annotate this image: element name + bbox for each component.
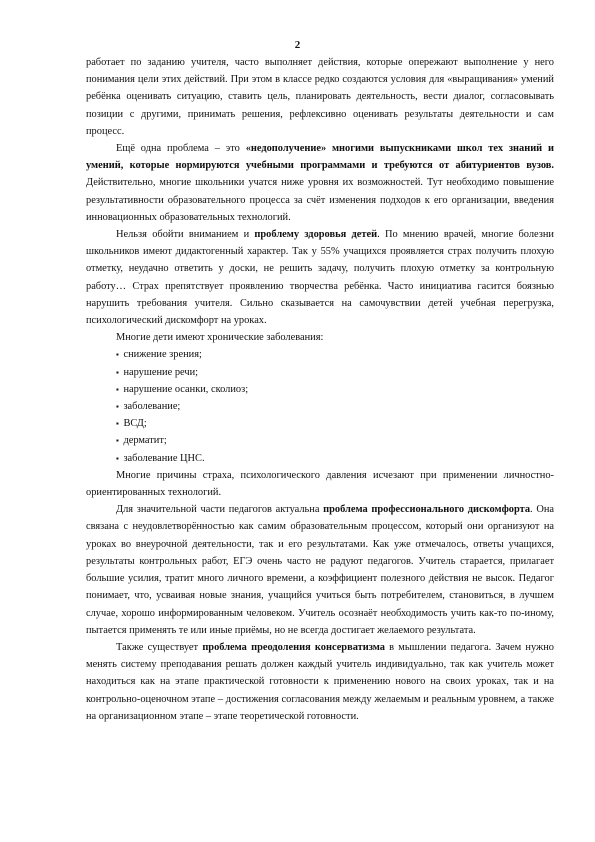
paragraph-3-intro: Нельзя обойти вниманием и [116,229,255,241]
paragraph-6-intro: Для значительной части педагогов актуальна [116,504,324,516]
list-item: ▪ заболевание ЦНС. [116,452,205,464]
paragraph-4: Многие дети имеют хронические заболевания: [116,332,324,344]
paragraph-6-emphasis: проблема профессионального дискомфорта [323,504,531,516]
bullet-icon: ▪ [116,402,119,412]
list-item: ▪ заболевание; [116,401,181,413]
paragraph-6 [86,501,554,639]
bullet-icon: ▪ [116,453,119,463]
paragraph-7 [86,639,554,725]
list-item: ▪ нарушение речи; [116,366,199,378]
paragraph-7-intro: Также существует [116,641,203,653]
paragraph-7-emphasis: проблема преодоления консерватизма [202,641,385,653]
bullet-icon: ▪ [116,384,119,394]
paragraph-7-body: в мышлении педагога. Зачем нужно менять систему преподавания решать должен каждый учитель индивидуально, так как учитель может находиться как на этапе практической готовности к применению нового на своих уроках, так и на контрольно-оценочном этапе – достижения согласования между желаемым и реальным уровнем, а также на организационном этапе – этапе теоретической готовности. [86,641,554,722]
list-item: ▪ снижение зрения; [116,349,202,361]
paragraph-2-body: Действительно, многие школьники учатся ниже уровня их возможностей. Тут необходимо повышение результативности образовательного процесса за счёт изменения подходов к его организации, введения инновационных образовательных технологий. [86,177,554,223]
document-body [86,54,554,725]
bullet-icon: ▪ [116,367,119,377]
paragraph-2-intro: Ещё одна проблема – это [116,143,246,155]
list-item: ▪ нарушение осанки, сколиоз; [116,383,249,395]
paragraph-2 [86,140,554,226]
bullet-icon: ▪ [116,350,119,360]
list-item: ▪ дерматит; [116,435,167,447]
paragraph-3 [86,226,554,329]
bullet-icon: ▪ [116,436,119,446]
paragraph-6-body: . Она связана с неудовлетворённостью как самим образовательным процессом, который они организуют на уроках во внеурочной деятельности, так и его результатами. Как уже отмечалось, ответы учащихся, результаты контрольных работ, ЕГЭ очень часто не радуют педагогов. Учитель старается, прилагает большие усилия, тратит много личного времени, а коэффициент полезного действия не высок. Педагог понимает, что, усваивая новые знания, учащийся учиться быть потребителем, становиться, в лучшем случае, хорошо информированным человеком. Учитель осознаёт необходимость учить как-то по-иному, пытается применять те или иные приёмы, но не всегда достигает желаемого результата. [86,504,554,636]
bullet-icon: ▪ [116,419,119,429]
paragraph-3-body: . По мнению врачей, многие болезни школьников имеют дидактогенный характер. Так у 55% учащихся проявляется страх получить плохую отметку, неудачно ответить у доски, не решить задачу, получить плохую отметку за контрольную работу… Страх препятствует проявлению творчества ребёнка. Часто инициатива гасится боязнью нарушить требования учителя. Сильно сказывается на самочувствии детей учебная перегрузка, психологический дискомфорт на уроках. [86,229,554,327]
paragraph-3-emphasis: проблему здоровья детей [254,229,378,241]
list-item: ▪ ВСД; [116,418,147,430]
paragraph-1: работает по заданию учителя, часто выполняет действия, которые опережают выполнение у него понимания цели этих действий. При этом в классе редко создаются условия для «выращивания» умений ребёнка оценивать ситуацию, ставить цель, планировать деятельность, вести диалог, согласовывать позиции с другими, принимать решения, рефлексивно оценивать результаты деятельности и сам процесс. [86,57,554,137]
diseases-list [86,346,554,466]
paragraph-2-emphasis: «недополучение» многими выпускниками школ тех знаний и умений, которые нормируются учебными программами и требуются от абитуриентов вузов. [86,143,555,172]
paragraph-5: Многие причины страха, психологического давления исчезают при применении личностно-ориентированных технологий. [86,469,554,499]
page-number: 2 [294,39,301,51]
